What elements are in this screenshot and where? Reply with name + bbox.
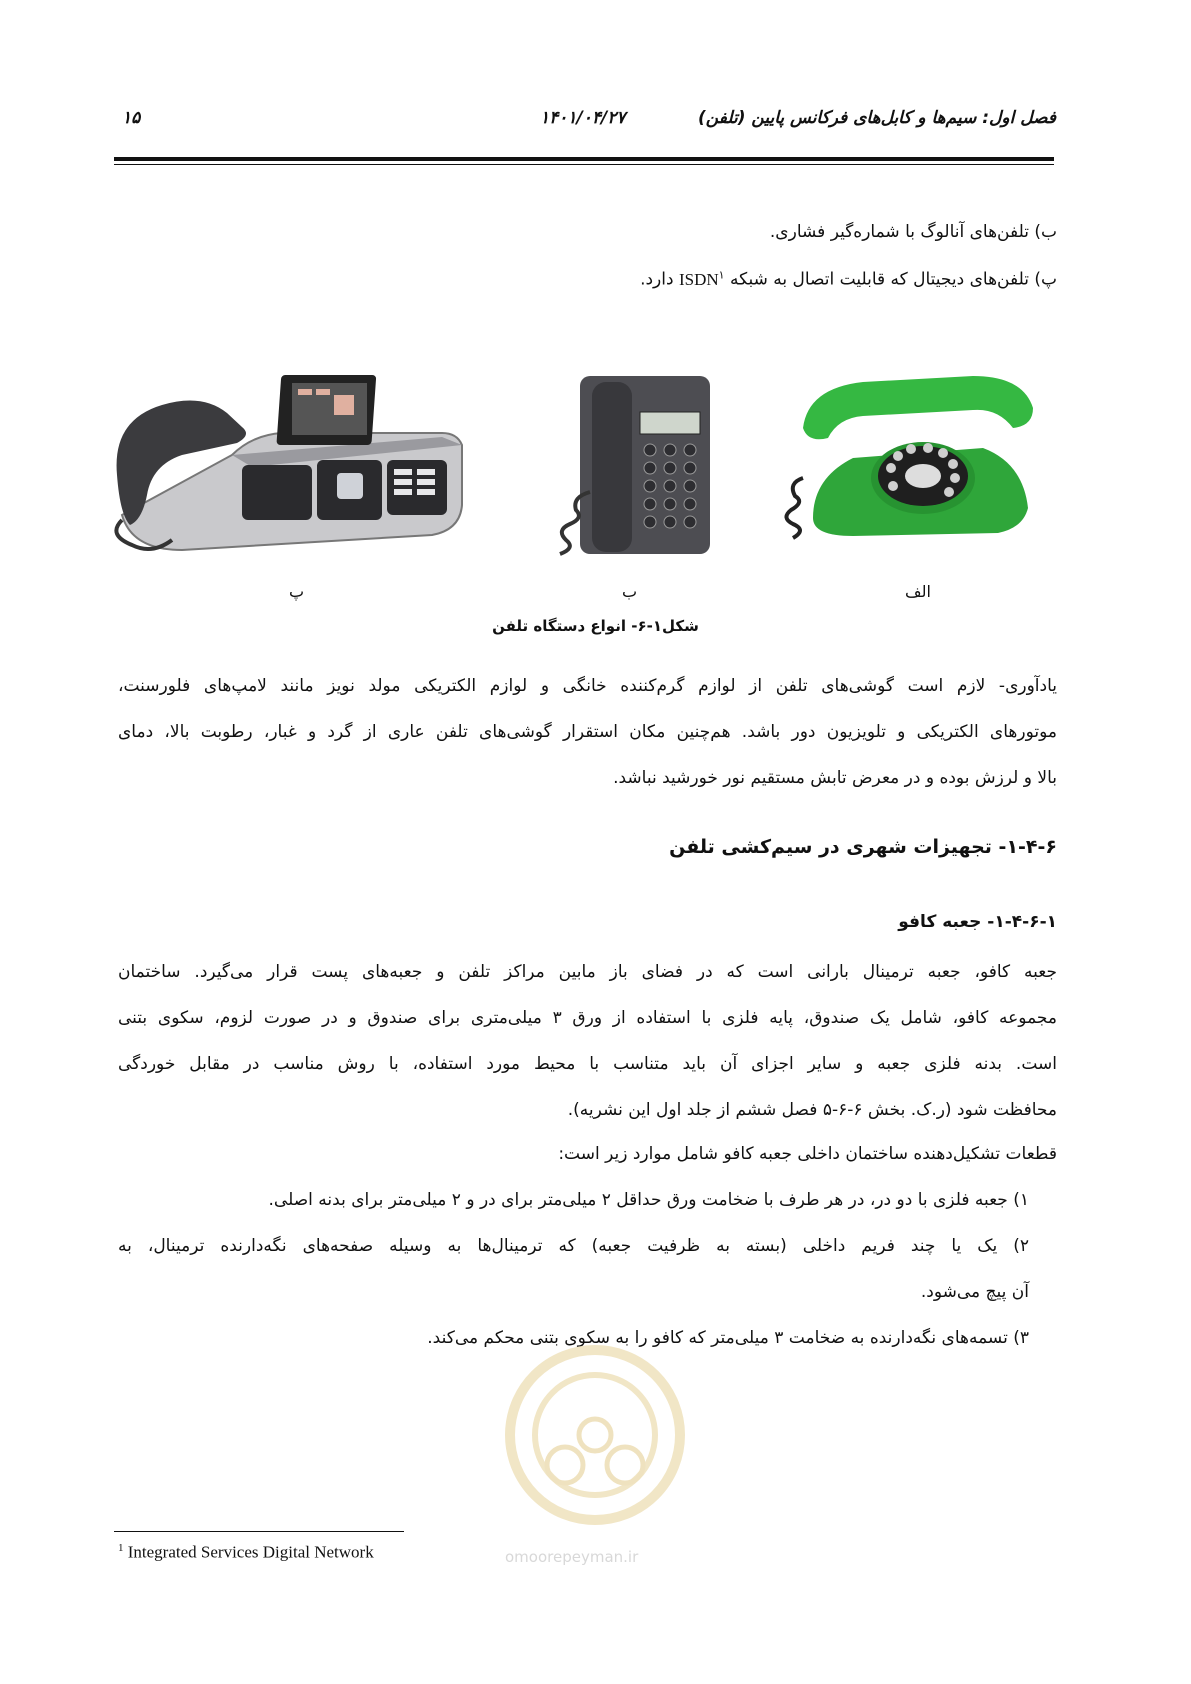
body-line-2: مجموعه کافو، شامل یک صندوق، پایه فلزی با استفاده از ورق ۳ میلی‌متری برای صندوق و در صورت لزوم، سکوی بتنی — [118, 1008, 1057, 1028]
note-line-2: موتورهای الکتریکی و تلویزیون دور باشد. هم‌چنین مکان استقرار گوشی‌های تلفن عاری از گرد و غبار، رطوبت بالا، دمای — [118, 722, 1057, 742]
figure-label-pe: پ — [289, 582, 305, 601]
chapter-title: فصل اول: سیم‌ها و کابل‌های فرکانس پایین (تلفن) — [698, 108, 1056, 128]
list-item-1: ۱) جعبه فلزی با دو در، در هر طرف با ضخامت ورق حداقل ۲ میلی‌متر برای در و ۲ میلی‌متر برای بدنه اصلی. — [268, 1190, 1029, 1210]
intro-item-p — [640, 268, 1057, 290]
rotary-phone-image — [783, 368, 1048, 543]
intro-item-b: ب) تلفن‌های آنالوگ با شماره‌گیر فشاری. — [769, 222, 1057, 242]
body-line-1: جعبه کافو، جعبه ترمینال بارانی است که در فضای باز مابین مراکز تلفن و جعبه‌های پست قرار می‌گیرد. ساختمان — [118, 962, 1057, 982]
footnote-rule — [114, 1531, 404, 1532]
isdn-term: ISDN$^۱$ — [678, 269, 725, 289]
watermark-logo — [490, 1335, 700, 1535]
intro-item-p-text: پ) تلفن‌های دیجیتال که قابلیت اتصال به شبکه — [729, 269, 1057, 290]
watermark-site: omoorepeyman.ir — [505, 1548, 639, 1566]
list-item-3: ۳) تسمه‌های نگه‌دارنده به ضخامت ۳ میلی‌متر که کافو را به سکوی بتنی محکم می‌کند. — [427, 1328, 1029, 1348]
footnote-number: 1 — [118, 1542, 124, 1554]
section-heading: ۱-۴-۶- تجهیزات شهری در سیم‌کشی تلفن — [669, 836, 1057, 858]
body-line-3: است. بدنه فلزی جعبه و سایر اجزای آن باید متناسب با محیط مورد استفاده، با روش مناسب در مقابل خوردگی — [118, 1054, 1057, 1074]
page-number: ۱۵ — [122, 108, 141, 128]
header-rule-thick — [114, 157, 1054, 161]
footnote-ref[interactable]: ۱ — [718, 269, 725, 281]
header-date: ۱۴۰۱/۰۴/۲۷ — [540, 108, 626, 128]
body-line-4: محافظت شود (ر.ک. بخش ۶-۶-۵ فصل ششم از جلد اول این نشریه). — [567, 1100, 1057, 1120]
footnote — [118, 1542, 374, 1563]
pushbutton-phone-image — [540, 372, 715, 557]
digital-phone-image — [112, 365, 474, 560]
header-rule-thin — [114, 164, 1054, 165]
figure-caption: شکل۱-۶- انواع دستگاه تلفن — [492, 617, 699, 635]
subsection-heading: ۱-۴-۶-۱- جعبه کافو — [898, 912, 1057, 932]
figure-label-be: ب — [622, 582, 638, 601]
note-line-1: یادآوری- لازم است گوشی‌های تلفن از لوازم گرم‌کننده خانگی و لوازم الکتریکی مولد نویز مانند لامپ‌های فلورسنت، — [118, 676, 1057, 696]
list-item-2-line-2: آن پیچ می‌شود. — [920, 1282, 1029, 1302]
figure-label-alef: الف — [905, 582, 931, 601]
body-line-5: قطعات تشکیل‌دهنده ساختمان داخلی جعبه کافو شامل موارد زیر است: — [558, 1144, 1057, 1164]
intro-item-p-end: دارد. — [640, 269, 674, 290]
list-item-2-line-1: ۲) یک یا چند فریم داخلی (بسته به ظرفیت جعبه) که ترمینال‌ها به وسیله صفحه‌های نگه‌دارنده ترمینال، به — [118, 1236, 1029, 1256]
footnote-text: Integrated Services Digital Network — [127, 1542, 374, 1562]
note-line-3: بالا و لرزش بوده و در معرض تابش مستقیم نور خورشید نباشد. — [613, 768, 1057, 788]
